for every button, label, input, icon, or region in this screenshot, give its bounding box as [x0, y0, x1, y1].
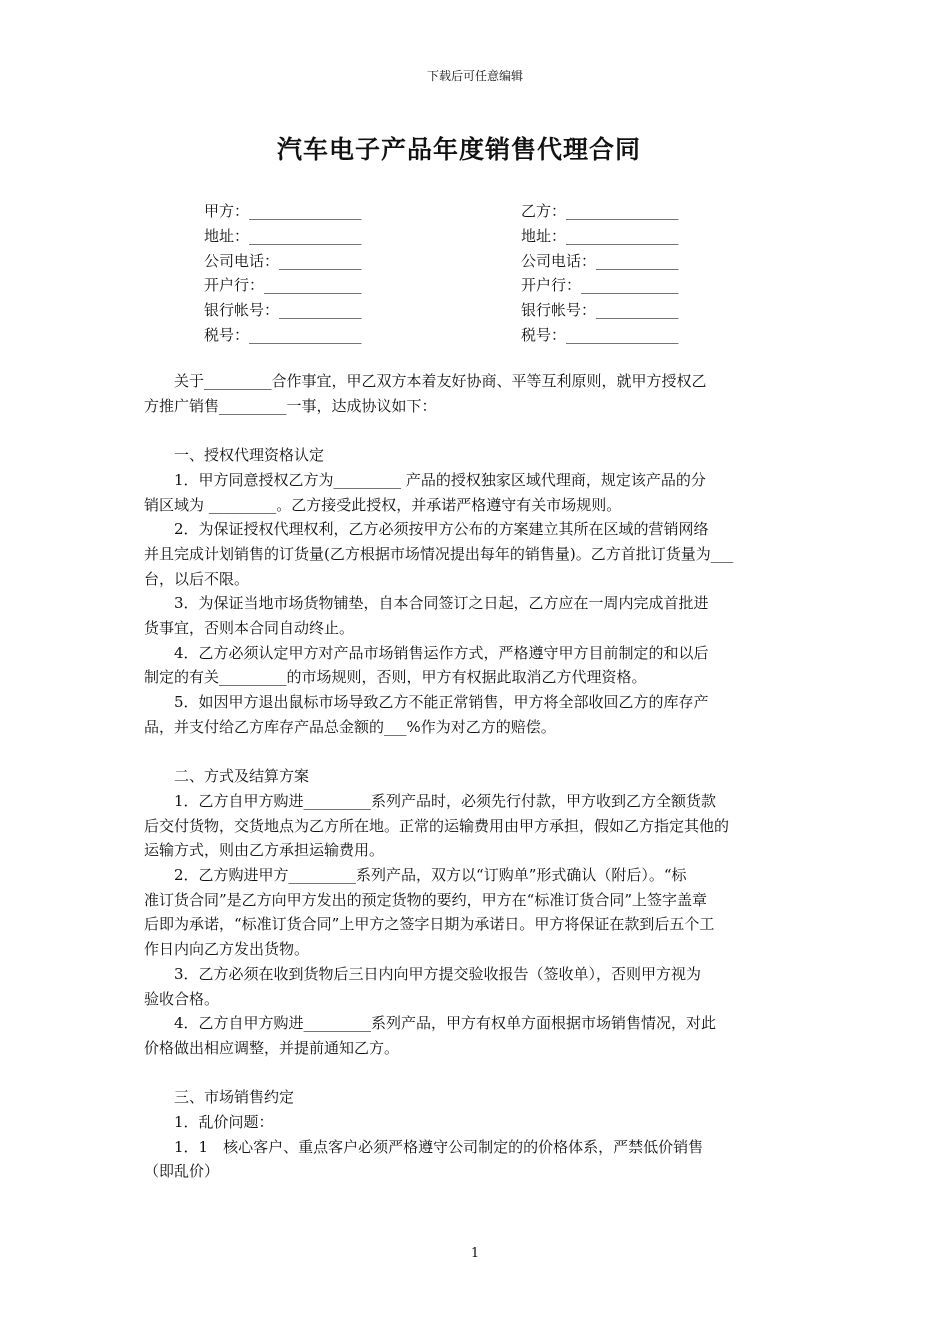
body-line: 品，并支付给乙方库存产品总金额的___%作为对乙方的赔偿。: [144, 717, 556, 736]
body-line: 三、市场销售约定: [144, 1088, 295, 1107]
body-line: 运输方式，则由乙方承担运输费用。: [144, 841, 385, 860]
header-note: 下载后可任意编辑: [426, 69, 523, 83]
page-number: 1: [470, 1246, 480, 1261]
party-left-line: 银行帐号：___________: [204, 301, 362, 320]
body-line: 1．1 核心客户、重点客户必须严格遵守公司制定的的价格体系，严禁低价销售: [144, 1137, 704, 1156]
body-line: 2．为保证授权代理权利，乙方必须按甲方公布的方案建立其所在区域的营销网络: [144, 520, 709, 539]
party-right-line: 银行帐号：___________: [521, 301, 679, 320]
body-line: 2．乙方购进甲方_________系列产品，双方以“订购单”形式确认（附后）。“标: [144, 866, 687, 884]
party-right-line: 乙方：_______________: [521, 202, 679, 220]
party-left-line: 公司电话：___________: [204, 251, 362, 270]
body-line: 销区域为 _________。乙方接受此授权，并承诺严格遵守有关市场规则。: [144, 495, 622, 514]
body-line: 后交付货物，交货地点为乙方所在地。正常的运输费用由甲方承担，假如乙方指定其他的: [144, 816, 730, 835]
party-right-line: 税号：_______________: [521, 326, 679, 344]
party-left-line: 税号：_______________: [204, 326, 362, 344]
body-line: 4．乙方自甲方购进_________系列产品，甲方有权单方面根据市场销售情况，对此: [144, 1014, 717, 1033]
body-line: 作日内向乙方发出货物。: [144, 940, 310, 959]
body-line: 3．为保证当地市场货物铺垫，自本合同签订之日起，乙方应在一周内完成首批进: [144, 594, 709, 613]
party-left-line: 开户行：_____________: [204, 276, 362, 295]
party-left-line: 甲方：_______________: [204, 202, 362, 220]
body-line: 二、方式及结算方案: [144, 767, 310, 786]
body-line: 制定的有关_________的市场规则，否则，甲方有权据此取消乙方代理资格。: [144, 668, 647, 687]
body-line: 3．乙方必须在收到货物后三日内向甲方提交验收报告（签收单），否则甲方视为: [144, 964, 702, 983]
body-line: 并且完成计划销售的订货量(乙方根据市场情况提出每年的销售量)。乙方首批订货量为___: [144, 544, 734, 563]
body-line: 台，以后不限。: [144, 569, 250, 588]
body-line: 方推广销售_________一事，达成协议如下：: [144, 396, 437, 415]
body-line: 后即为承诺，“标准订货合同”上甲方之签字日期为承诺日。甲方将保证在款到后五个工: [144, 915, 715, 934]
body-line: （即乱价）: [144, 1162, 220, 1181]
contract-title: 汽车电子产品年度销售代理合同: [276, 135, 641, 164]
body-line: 1．乙方自甲方购进_________系列产品时，必须先行付款，甲方收到乙方全额货款: [144, 791, 717, 810]
party-left-line: 地址：_______________: [204, 226, 362, 245]
party-right-line: 公司电话：___________: [521, 251, 679, 270]
party-right-line: 开户行：_____________: [521, 276, 679, 295]
body-line: 一、授权代理资格认定: [144, 446, 325, 465]
body-line: 验收合格。: [144, 989, 220, 1008]
body-line: 关于_________合作事宜，甲乙双方本着友好协商、平等互利原则，就甲方授权乙: [144, 372, 707, 390]
body-line: 5．如因甲方退出鼠标市场导致乙方不能正常销售，甲方将全部收回乙方的库存产: [144, 693, 709, 712]
body-line: 4．乙方必须认定甲方对产品市场销售运作方式，严格遵守甲方目前制定的和以后: [144, 643, 709, 662]
body-line: 货事宜，否则本合同自动终止。: [144, 619, 355, 637]
party-right-line: 地址：_______________: [521, 226, 679, 245]
body-line: 1．乱价问题：: [144, 1113, 274, 1131]
body-line: 1．甲方同意授权乙方为_________ 产品的授权独家区域代理商，规定该产品的分: [144, 470, 706, 489]
body-line: 准订货合同”是乙方向甲方发出的预定货物的要约，甲方在“标准订货合同”上签字盖章: [144, 890, 708, 909]
body-line: 价格做出相应调整，并提前通知乙方。: [144, 1038, 400, 1057]
